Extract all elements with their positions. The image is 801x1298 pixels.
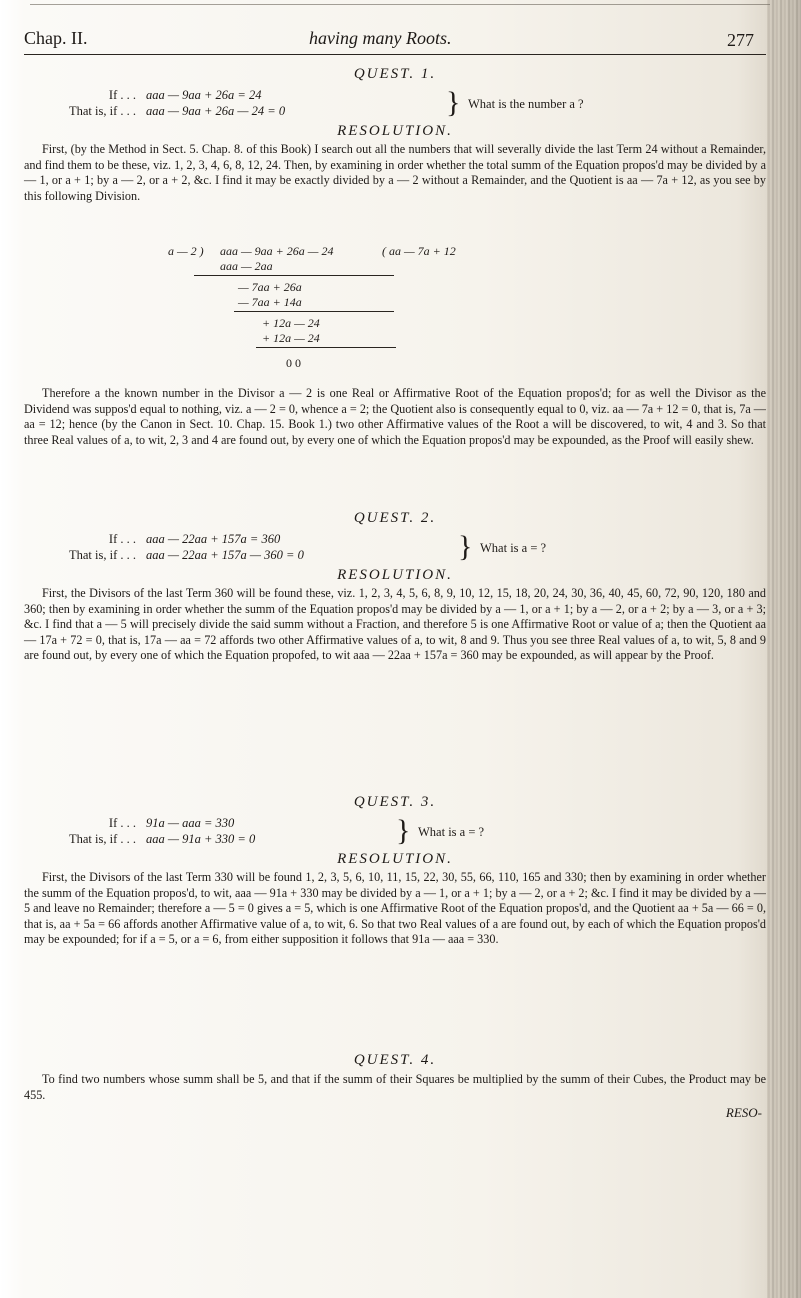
quest-1-resolution-text: First, (by the Method in Sect. 5. Chap. 8. of this Book) I search out all the numbers that will severally divide the last Term 24 without a Remainder, and find them to be these, viz. 1, 2, 3, 4, 6, 8, 12, 24. Then, by examining in order whether the total summ of the Equation propos'd may be divided by a — 1, or a + 1; by a — 2, or a + 2, &c. I find it may be exactly divided by a — 2 without a Remainder, and the Quotient is aa — 7a + 12, as you see by this following Division. (24, 142, 766, 203)
long-division (24, 244, 766, 378)
quest-2-equation (24, 531, 766, 565)
division-rule-3 (256, 347, 396, 348)
quest-3-question: What is a = ? (418, 825, 485, 839)
quest-2-resolution (24, 586, 766, 664)
division-step-1: aaa — 2aa (220, 259, 273, 273)
quest-2 (24, 510, 766, 664)
quest-3-resolution-heading: RESOLUTION. (337, 851, 453, 867)
running-header (24, 20, 764, 54)
quest-4 (24, 1052, 766, 1121)
quest-3 (24, 794, 766, 948)
quest-1-heading: QUEST. 1. (353, 66, 437, 82)
quest-1-row-1 (24, 87, 766, 103)
quest-2-question: What is a = ? (480, 541, 547, 555)
quest-4-text: To find two numbers whose summ shall be 5, and that if the summ of their Squares be multiplied by the summ of their Cubes, the Product may be 455. (24, 1072, 766, 1102)
chapter-label: Chap. II. (24, 28, 88, 48)
quest-2-row-1 (24, 531, 766, 547)
quest-1-equation (24, 87, 766, 121)
division-rule-2 (234, 311, 394, 312)
division-quotient: ( aa — 7a + 12 (382, 244, 456, 258)
page-gutter-shadow (767, 0, 801, 1298)
quest-1-row-2-eq: aaa — 9aa + 26a — 24 = 0 (146, 104, 286, 118)
quest-2-resolution-heading: RESOLUTION. (337, 567, 453, 583)
division-divisor: a — 2 ) (168, 244, 204, 258)
quest-1-row-2-label: That is, if . . . (68, 104, 136, 118)
quest-1-row-1-eq: aaa — 9aa + 26a = 24 (146, 88, 262, 102)
quest-4-heading: QUEST. 4. (353, 1052, 437, 1068)
catchword: RESO- (725, 1105, 762, 1121)
division-remainder: 0 0 (286, 356, 301, 370)
quest-2-row-1-label: If . . . (108, 532, 136, 546)
quest-2-brace: } (458, 530, 473, 563)
quest-3-row-2-label: That is, if . . . (68, 832, 136, 846)
quest-2-row-2-label: That is, if . . . (68, 548, 136, 562)
quest-1 (24, 66, 766, 204)
quest-1-resolution-heading: RESOLUTION. (337, 123, 453, 139)
quest-3-row-1-label: If . . . (108, 816, 136, 830)
quest-3-row-1 (24, 815, 766, 831)
quest-2-row-2-eq: aaa — 22aa + 157a — 360 = 0 (146, 548, 304, 562)
quest-2-heading: QUEST. 2. (353, 510, 437, 526)
quest-4-body (24, 1072, 766, 1103)
division-step-5: + 12a — 24 (262, 331, 320, 345)
quest-3-resolution (24, 870, 766, 948)
header-rule (24, 54, 766, 55)
quest-1-conclusion-text: Therefore a the known number in the Divisor a — 2 is one Real or Affirmative Root of the Equation propos'd; for as well the Divisor as the Dividend was suppos'd equal to nothing, viz. a — 2 = 0, whence a = 2; the Quotient also is consequently equal to 0, viz. aa — 7a + 12 = 0, that is, 7a — aa = 12; hence (by the Canon in Sect. 10. Chap. 15. Book 1.) two other Affirmative values of the Root a will be discovered, to wit, 4 and 3. So that three Real values of a, to wit, 2, 3 and 4 are found out, by every one of which the Equation propos'd may be expounded, as the Proof will easily shew. (24, 386, 766, 447)
quest-3-equation (24, 815, 766, 849)
quest-1-resolution (24, 142, 766, 204)
quest-1-conclusion (24, 386, 766, 448)
quest-3-heading: QUEST. 3. (353, 794, 437, 810)
page-number: 277 (727, 30, 754, 50)
quest-1-row-2 (24, 103, 766, 119)
division-dividend: aaa — 9aa + 26a — 24 (220, 244, 334, 258)
quest-3-row-1-eq: 91a — aaa = 330 (146, 816, 235, 830)
quest-2-row-1-eq: aaa — 22aa + 157a = 360 (146, 532, 281, 546)
quest-3-brace: } (396, 814, 411, 847)
quest-3-row-2-eq: aaa — 91a + 330 = 0 (146, 832, 256, 846)
division-step-3: — 7aa + 14a (238, 295, 302, 309)
division-rule-1 (194, 275, 394, 276)
division-step-2: — 7aa + 26a (238, 280, 302, 294)
scan-top-edge (30, 4, 770, 5)
quest-1-brace: } (446, 86, 461, 119)
quest-1-row-1-label: If . . . (108, 88, 136, 102)
quest-2-resolution-text: First, the Divisors of the last Term 360 will be found these, viz. 1, 2, 3, 4, 5, 6, 8, 9, 10, 12, 15, 18, 20, 24, 30, 36, 40, 45, 60, 72, 90, 120, 180 and 360; then by examining in order whether the summ of the Equation propos'd may be divided by a — 1, or a + 1; by a — 2, or a + 2; by a — 3, or a + 3; &c. I find that a — 5 will precisely divide the said summ without a Fraction, and therefore 5 is one Affirmative Root or value of a; then the Quotient aa — 17a + 72 = 0, that is, 17a — aa = 72 affords two other Affirmative values of a, to wit, 8 and 9. Thus you see three Real values of a, to wit, 5, 8 and 9 are found out, by every one of which the Equation propofed, to wit aaa — 22aa + 157a = 360 may be expounded, as will appear by the Proof. (24, 586, 766, 663)
division-step-4: + 12a — 24 (262, 316, 320, 330)
running-title: having many Roots. (309, 28, 452, 48)
quest-1-question: What is the number a ? (468, 97, 584, 111)
quest-2-row-2 (24, 547, 766, 563)
quest-3-row-2 (24, 831, 766, 847)
quest-3-resolution-text: First, the Divisors of the last Term 330 will be found 1, 2, 3, 5, 6, 10, 11, 15, 22, 30, 55, 66, 110, 165 and 330; then by examining in order whether the summ of the Equation propos'd, to wit, aaa — 91a + 330 may be divided by a — 1, or a + 1; by a — 2, or a + 2; &c. I find it may be divided by a — 5 and leave no Remainder; therefore a — 5 = 0 gives a = 5, which is one Affirmative Root of the Equation propos'd, and the Quotient aa + 5a — 66 = 0, that is, aa + 5a = 66 affords another Affirmative value of a, to wit, 6. So that two Real values of a are found out, by each of which the Equation propos'd may be expounded; for if a = 5, or a = 6, from either supposition it follows that 91a — aaa = 330. (24, 870, 766, 947)
